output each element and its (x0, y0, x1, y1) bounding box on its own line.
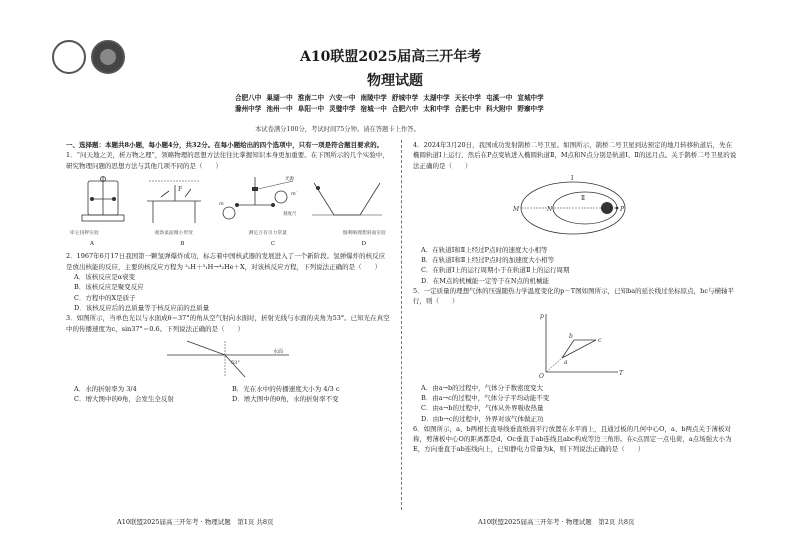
question-2-option: C．方程中的X是质子 (74, 293, 136, 302)
page-footer-left: A10联盟2025届高三开年考 · 物理试题 第1页 共8页 (117, 518, 274, 526)
school-name: 池州一中 (266, 105, 293, 113)
axis-t-label: T (618, 369, 623, 377)
section-heading: 一、选择题：本题共8小题，每小题4分，共32分。在每小题给出的四个选项中，只有一项是符合题目要求的。 (66, 141, 384, 149)
question-5-option: D．由b→c的过程中，外界对该气体做正功 (421, 414, 544, 423)
right-column (413, 140, 738, 455)
mass-label: m (218, 200, 224, 207)
question-3-option: B．光在水中的传播速度大小为 4/3 c (232, 384, 340, 393)
question-2-option: B．该核反应是聚变反应 (74, 283, 144, 292)
scale-label: 刻度尺 (282, 211, 297, 217)
school-name: 巢湖一中 (266, 94, 293, 102)
mass-prime-label: m′ (290, 190, 297, 197)
school-seal-logo (52, 40, 86, 74)
school-name: 舒城中学 (391, 94, 419, 102)
exam-brand-title: A10联盟2025届高三开年考 (300, 49, 482, 65)
option-letter: C (270, 241, 276, 248)
school-name: 六安一中 (329, 94, 356, 102)
question-3-options (66, 384, 390, 405)
figure-caption: 观察桌面微小形变 (154, 230, 193, 236)
school-name: 太湖中学 (423, 94, 450, 102)
figure-caption: 库仑扭秤实验 (70, 230, 99, 236)
school-name: 宣城中学 (517, 94, 544, 102)
school-list (235, 93, 615, 115)
pt-graph-wrap (413, 310, 738, 380)
school-name: 屯溪一中 (486, 94, 513, 102)
state-b-label: b (568, 332, 573, 340)
question-4-option: C．在轨道Ⅰ上的运行周期小于在轨道Ⅱ上的运行周期 (421, 266, 570, 275)
question-3-option: D．增大图中的θ角，水的折射率不变 (232, 395, 339, 404)
axis-p-label: p (539, 312, 544, 320)
question-1-captions (66, 229, 390, 239)
question-2-option: D．该核反应后的总质量等于核反应前的总质量 (74, 303, 210, 312)
school-name: 滁州中学 (235, 105, 262, 113)
figure-caption: 测定万有引力常量 (248, 230, 288, 236)
option-letter: D (361, 241, 366, 248)
origin-label: O (538, 372, 544, 380)
water-surface-label: 水面 (273, 348, 284, 355)
school-name: 科大附中 (486, 105, 513, 113)
question-1-figures (66, 175, 390, 227)
orbit-figure (511, 174, 641, 242)
question-2-option: A．该核反应是α衰变 (74, 273, 136, 282)
question-5-stem: 5．一定质量的理想气体的压强随热力学温度变化的p－T图如图所示，已知ba的延长线过坐标原点，bc与横轴平行，则（ ） (413, 287, 734, 306)
torsion-balance-figure (72, 175, 134, 227)
left-column (66, 140, 390, 404)
angle-label: 53° (231, 359, 240, 366)
figure-caption: 伽利略理想斜面实验 (342, 230, 386, 236)
question-4-option: A．在轨道Ⅰ和Ⅱ上经过P点时的速度大小相等 (421, 245, 548, 254)
column-divider (401, 140, 402, 510)
option-letter: B (180, 241, 185, 248)
question-3-option: C．增大图中的θ角，会发生全反射 (74, 395, 174, 404)
school-name: 阜阳一中 (297, 105, 325, 113)
school-name: 宿城一中 (360, 105, 387, 113)
state-a-label: a (563, 358, 568, 366)
school-name: 合肥六中 (391, 105, 419, 113)
question-5-option: A．由a→b的过程中，气体分子数密度变大 (421, 383, 544, 392)
school-name: 太和中学 (423, 105, 450, 113)
exam-note: 本试卷满分100分，考试时间75分钟。请在答题卡上作答。 (255, 126, 420, 133)
orbit-figure-wrap (413, 174, 738, 242)
alliance-seal-logo (91, 40, 125, 74)
question-1-stem: 1．“问天地之美，析万物之理”，领略物理的思想方法往往比掌握知识本身更加重要。在下图所示的几个实验中，研究物理问题的思想方法与其他几项不同的是（ ） (66, 151, 389, 170)
cavendish-figure (215, 175, 303, 227)
option-letter: A (90, 241, 94, 248)
point-p-label: P (619, 205, 624, 213)
school-name: 野寨中学 (517, 105, 544, 113)
question-5-option: C．由a→b的过程中，气体从外界吸收热量 (421, 404, 544, 413)
refraction-figure (163, 337, 293, 381)
school-name: 灵璧中学 (329, 105, 356, 113)
refraction-figure-wrap (66, 337, 390, 381)
galileo-slope-figure (310, 175, 384, 227)
page-footer-right: A10联盟2025届高三开年考 · 物理试题 第2页 共8页 (478, 518, 635, 526)
school-name: 南陵中学 (360, 94, 387, 102)
question-1-letters (66, 239, 390, 249)
pt-graph-figure (526, 310, 626, 380)
question-3-option: A．水的折射率为 3/4 (74, 384, 137, 393)
school-name: 合肥八中 (235, 94, 262, 102)
school-name: 天长中学 (454, 94, 481, 102)
question-4-option: D．在M点的机械能一定等于在N点的机械能 (421, 276, 550, 285)
state-c-label: c (597, 336, 601, 344)
question-4-option: B．在轨道Ⅰ和Ⅱ上经过P点时的加速度大小相等 (421, 256, 555, 265)
desk-deformation-figure (141, 175, 207, 227)
light-source-label: 光源 (284, 176, 294, 182)
orbit-1-label: Ⅰ (570, 174, 573, 182)
orbit-2-label: Ⅱ (580, 194, 585, 202)
point-n-label: N (546, 205, 552, 213)
exam-subtitle: 物理试题 (367, 73, 423, 89)
question-4-stem: 4．2024年3月20日，我国成功发射鹊桥二号卫星。如图所示，鹊桥二号卫星到达预定的地月转移轨道后，先在椭圆轨道Ⅰ上运行，然后在P点变轨进入椭圆轨道Ⅱ，M点和N点分别是轨道Ⅰ、Ⅱ的远月点。关于鹊桥二号卫星的说法正确的是（ ） (413, 141, 737, 170)
school-name: 淮南二中 (297, 94, 325, 102)
question-2-stem: 2．1967年6月17日我国第一颗氢弹爆炸成功，标志着中国核武器的发展进入了一个新阶段。氢弹爆炸的核反应是放出核能的反应，主要的核反应方程为 ²₁H＋³₁H→⁴₂He＋X，对该核反应方程，下列说法正确的是（ ） (66, 252, 386, 271)
school-name: 合肥七中 (454, 105, 481, 113)
point-m-label: M (512, 205, 519, 213)
force-label: F (178, 185, 183, 193)
question-6-stem: 6．如图所示，a、b两根长直导线垂直纸面平行放置在水平面上，且通过板的几何中心O，a、b两点关于薄板对称，剪薄板中心O的距离都是d，Oc垂直于ab连线且abc构成等边三角形。在c点固定一点电荷，a点场强大小为E，方向垂直于ab连线向上，已知静电力常量为k，则下列说法正确的是（ ） (413, 424, 732, 454)
question-3-stem: 3．如图所示，当单色光以与水面成θ＝37°的角从空气射向水面时，折射光线与水面的夹角为53°。已知光在真空中的传播速度为c，sin37°＝0.6。下列说法正确的是（ ） (66, 314, 390, 333)
question-5-option: B．由a→c的过程中，气体分子平均动能不变 (421, 393, 550, 402)
